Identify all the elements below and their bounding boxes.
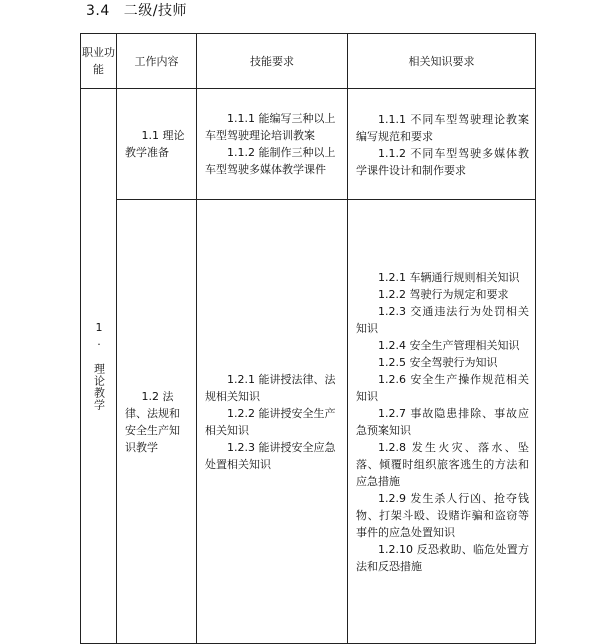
work-content-cell [117, 200, 197, 644]
knowledge-item: 1.2.10 反恐救助、临危处置方法和反恐措施 [356, 542, 529, 573]
knowledge-item: 1.2.6 安全生产操作规范相关知识 [356, 372, 529, 403]
work-content-text: 1.2 法律、法规和安全生产知识教学 [125, 389, 180, 454]
knowledge-item: 1.2.7 事故隐患排除、事故应急预案知识 [356, 406, 529, 437]
work-content-cell [117, 89, 197, 200]
skill-cell [197, 89, 348, 200]
skill-item: 1.2.3 能讲授安全应急处置相关知识 [205, 440, 336, 471]
knowledge-item: 1.1.2 不同车型驾驶多媒体教学课件设计和制作要求 [356, 147, 529, 177]
knowledge-cell [348, 89, 536, 200]
knowledge-item: 1.2.5 安全驾驶行为知识 [378, 355, 498, 369]
function-cell [81, 89, 117, 644]
knowledge-item: 1.2.3 交通违法行为处罚相关知识 [356, 304, 529, 335]
knowledge-item: 1.1.1 不同车型驾驶理论教案编写规范和要求 [356, 113, 529, 143]
knowledge-item: 1.2.2 驾驶行为规定和要求 [378, 287, 509, 301]
table-header-row [81, 34, 536, 89]
skill-item: 1.2.1 能讲授法律、法规相关知识 [205, 372, 336, 403]
section-heading [86, 2, 187, 20]
header-skill-requirements: 技能要求 [197, 34, 348, 89]
table-row [81, 200, 536, 644]
section-number: 3.4 [86, 3, 110, 19]
header-knowledge-requirements: 相关知识要求 [348, 34, 536, 89]
knowledge-item: 1.2.9 发生杀人行凶、抢夺钱物、打架斗殴、设赌诈骗和盗窃等事件的应急处置知识 [356, 491, 529, 539]
work-content-text: 1.1 理论教学准备 [125, 129, 185, 159]
section-title: 二级/技师 [123, 3, 187, 19]
skill-standard-table [80, 33, 536, 644]
skill-cell [197, 200, 348, 644]
table-row [81, 89, 536, 200]
skill-item: 1.2.2 能讲授安全生产相关知识 [205, 406, 336, 437]
function-label: 1. 理论教学 [92, 321, 106, 411]
header-work-content: 工作内容 [117, 34, 197, 89]
skill-item: 1.1.2 能制作三种以上车型驾驶多媒体教学课件 [205, 146, 336, 176]
header-function: 职业功能 [81, 34, 117, 89]
knowledge-item: 1.2.1 车辆通行规则相关知识 [378, 270, 520, 284]
knowledge-item: 1.2.4 安全生产管理相关知识 [378, 338, 520, 352]
knowledge-item: 1.2.8 发生火灾、落水、坠落、倾覆时组织旅客逃生的方法和应急措施 [356, 440, 529, 488]
skill-item: 1.1.1 能编写三种以上车型驾驶理论培训教案 [205, 112, 336, 142]
knowledge-cell [348, 200, 536, 644]
